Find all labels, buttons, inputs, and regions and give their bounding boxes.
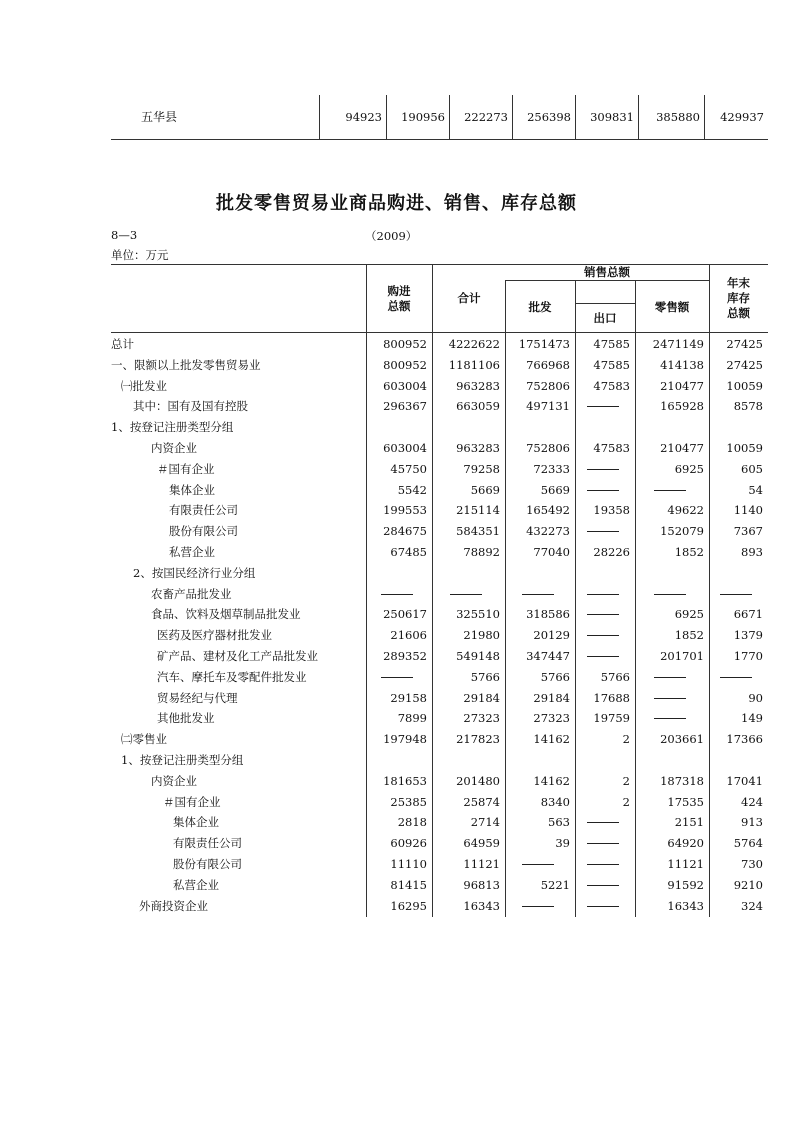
row-cell: 19358 <box>593 503 630 518</box>
row-label: 外商投资企业 <box>139 898 208 913</box>
row-cell: 14162 <box>533 773 570 788</box>
row-cell: 152079 <box>660 524 704 539</box>
row-cell: 19759 <box>593 711 630 726</box>
row-cell: 289352 <box>383 649 427 663</box>
row-cell: 47585 <box>593 337 630 351</box>
row-cell: 187318 <box>660 773 704 788</box>
row-cell: 81415 <box>390 877 427 892</box>
table-row <box>111 833 768 854</box>
header-bottom-rule <box>111 332 768 333</box>
header-sales-total: 销售总额 <box>584 265 630 279</box>
row-cell: 800952 <box>383 357 427 372</box>
row-cell: 217823 <box>456 732 500 747</box>
table-row <box>111 667 768 688</box>
row-cell: 730 <box>741 857 763 871</box>
dash-mark <box>654 698 686 700</box>
row-cell: 250617 <box>383 607 427 622</box>
table-row <box>111 875 768 896</box>
row-cell: 16295 <box>390 898 427 913</box>
row-cell <box>575 521 630 542</box>
row-cell <box>635 667 704 688</box>
row-cell: 2 <box>622 794 630 809</box>
dash-mark <box>587 635 619 637</box>
table-row <box>111 584 768 605</box>
dash-mark <box>587 822 619 824</box>
table-row <box>111 396 768 417</box>
table-row <box>111 438 768 459</box>
row-cell <box>709 584 763 605</box>
row-cell: 29184 <box>463 690 500 705</box>
row-cell: 21606 <box>390 628 427 643</box>
top-row-cell: 94923 <box>319 95 386 139</box>
row-cell: 5766 <box>540 669 570 684</box>
header-sum: 合计 <box>457 291 481 305</box>
row-cell: 17688 <box>593 690 630 705</box>
row-label: 内资企业 <box>151 441 197 455</box>
table-row <box>111 896 768 917</box>
row-cell: 296367 <box>383 399 427 414</box>
row-cell: 2471149 <box>652 337 704 351</box>
dash-mark <box>720 677 752 679</box>
header-wholesale: 批发 <box>528 300 552 314</box>
table-row <box>111 729 768 750</box>
row-cell: 27425 <box>726 337 763 351</box>
table-row <box>111 604 768 625</box>
row-cell: 77040 <box>533 545 570 559</box>
row-cell: 91592 <box>667 877 704 892</box>
row-cell: 25385 <box>390 794 427 809</box>
dash-mark <box>587 843 619 845</box>
row-cell: 284675 <box>383 524 427 539</box>
row-cell: 215114 <box>456 503 500 518</box>
table-number: 8—3 <box>111 228 138 242</box>
dash-mark <box>450 594 482 596</box>
row-label: 其中：国有及国有控股 <box>133 399 248 414</box>
header-inventory-line2: 库存 <box>727 291 750 305</box>
row-cell: 1379 <box>733 628 763 643</box>
row-cell <box>575 875 630 896</box>
row-label: 医药及医疗器材批发业 <box>157 628 272 643</box>
dash-mark <box>381 594 413 596</box>
row-cell: 5764 <box>733 836 763 851</box>
top-row-table <box>111 95 768 140</box>
row-cell <box>575 604 630 625</box>
row-cell: 11121 <box>463 857 500 871</box>
table-row <box>111 376 768 397</box>
row-cell: 603004 <box>383 378 427 393</box>
row-cell: 165492 <box>526 503 570 518</box>
top-row-label: 五华县 <box>141 110 178 124</box>
row-cell: 1140 <box>733 503 763 518</box>
page-title: 批发零售贸易业商品购进、销售、库存总额 <box>216 193 577 214</box>
row-cell <box>635 708 704 729</box>
header-export: 出口 <box>593 311 617 325</box>
row-cell <box>575 459 630 480</box>
row-label: 有限责任公司 <box>173 836 242 851</box>
row-cell <box>505 584 570 605</box>
unit-label: 单位：万元 <box>111 248 169 262</box>
table-row <box>111 688 768 709</box>
row-cell: 766968 <box>526 357 570 372</box>
top-row-cell: 309831 <box>575 95 638 139</box>
dash-mark <box>587 531 619 533</box>
row-cell: 2714 <box>470 815 500 830</box>
row-cell: 47585 <box>593 357 630 372</box>
row-cell: 64920 <box>667 836 704 851</box>
row-cell: 414138 <box>660 357 704 372</box>
row-cell: 549148 <box>456 649 500 663</box>
top-row-cell: 222273 <box>449 95 512 139</box>
row-cell: 201480 <box>456 773 500 788</box>
row-label: 有限责任公司 <box>169 503 238 518</box>
row-cell: 2818 <box>397 815 427 830</box>
row-cell: 17041 <box>726 773 763 788</box>
row-cell: 1751473 <box>518 337 570 351</box>
table-row <box>111 708 768 729</box>
row-cell: 2151 <box>674 815 704 830</box>
top-row-cell: 385880 <box>638 95 704 139</box>
row-cell <box>709 667 763 688</box>
row-cell: 663059 <box>456 399 500 414</box>
row-cell: 424 <box>741 794 763 809</box>
row-label: 一、限额以上批发零售贸易业 <box>111 357 261 372</box>
row-cell <box>575 854 630 875</box>
row-label: 1、按登记注册类型分组 <box>121 753 244 767</box>
row-label: ㈡零售业 <box>121 732 167 747</box>
dash-mark <box>522 906 554 908</box>
row-cell: 2 <box>622 732 630 747</box>
sales-subheader-rule <box>505 280 709 281</box>
row-cell: 800952 <box>383 337 427 351</box>
table-row <box>111 459 768 480</box>
row-cell: 752806 <box>526 378 570 393</box>
row-cell <box>635 688 704 709</box>
row-cell: 29184 <box>533 690 570 705</box>
row-cell: 11110 <box>390 857 427 871</box>
row-cell <box>635 480 704 501</box>
row-label: 其他批发业 <box>157 711 215 726</box>
row-label: 食品、饮料及烟草制品批发业 <box>151 607 301 622</box>
row-cell: 9210 <box>733 877 763 892</box>
row-label: ＃国有企业 <box>157 461 215 476</box>
row-cell: 318586 <box>526 607 570 622</box>
row-cell: 27425 <box>726 357 763 372</box>
row-label: 1、按登记注册类型分组 <box>111 420 234 435</box>
row-cell <box>432 584 500 605</box>
table-row <box>111 355 768 376</box>
row-cell: 584351 <box>456 524 500 539</box>
row-cell: 1852 <box>674 545 704 559</box>
dash-mark <box>587 656 619 658</box>
row-cell: 67485 <box>390 545 427 559</box>
row-label: 农畜产品批发业 <box>151 586 232 601</box>
row-label: 私营企业 <box>173 877 219 892</box>
dash-mark <box>587 490 619 492</box>
row-cell: 49622 <box>667 503 704 518</box>
row-label: 股份有限公司 <box>169 524 238 539</box>
row-cell: 199553 <box>383 503 427 518</box>
dash-mark <box>587 906 619 908</box>
dash-mark <box>587 406 619 408</box>
header-purchase <box>366 284 432 314</box>
row-cell: 45750 <box>390 461 427 476</box>
row-cell: 14162 <box>533 732 570 747</box>
row-cell: 963283 <box>456 378 500 393</box>
table-row <box>111 792 768 813</box>
row-cell: 963283 <box>456 441 500 455</box>
top-row-cell: 190956 <box>386 95 449 139</box>
top-row-cell: 429937 <box>704 95 768 139</box>
row-cell: 5221 <box>540 877 570 892</box>
row-cell <box>505 896 570 917</box>
row-cell: 79258 <box>463 461 500 476</box>
dash-mark <box>587 864 619 866</box>
dash-mark <box>654 718 686 720</box>
table-year: （2009） <box>365 229 418 243</box>
table-row <box>111 500 768 521</box>
row-cell: 4222622 <box>448 337 500 351</box>
row-cell: 1181106 <box>448 357 500 372</box>
row-label: 汽车、摩托车及零配件批发业 <box>157 669 307 684</box>
row-cell: 8578 <box>733 399 763 414</box>
row-cell: 2 <box>622 773 630 788</box>
row-cell: 17366 <box>726 732 763 747</box>
row-cell: 28226 <box>593 545 630 559</box>
row-cell: 6671 <box>733 607 763 622</box>
dash-mark <box>522 594 554 596</box>
row-cell: 197948 <box>383 732 427 747</box>
row-cell: 16343 <box>667 898 704 913</box>
row-cell <box>575 625 630 646</box>
row-cell: 5766 <box>470 669 500 684</box>
row-cell: 54 <box>748 482 763 497</box>
table-row <box>111 625 768 646</box>
row-cell: 10059 <box>726 378 763 393</box>
row-cell: 432273 <box>526 524 570 539</box>
row-cell <box>366 667 427 688</box>
header-purchase-line1: 购进 <box>387 284 411 298</box>
row-cell <box>635 584 704 605</box>
dash-mark <box>654 677 686 679</box>
row-cell: 203661 <box>660 732 704 747</box>
row-cell: 78892 <box>463 545 500 559</box>
table-row <box>111 480 768 501</box>
row-cell: 27323 <box>533 711 570 726</box>
row-cell: 27323 <box>463 711 500 726</box>
dash-mark <box>654 490 686 492</box>
row-label: 内资企业 <box>151 773 197 788</box>
table-row <box>111 771 768 792</box>
row-label: 股份有限公司 <box>173 857 242 871</box>
row-cell: 181653 <box>383 773 427 788</box>
table-row <box>111 417 768 438</box>
row-cell <box>575 480 630 501</box>
dash-mark <box>381 677 413 679</box>
row-cell <box>575 896 630 917</box>
top-row-cell: 256398 <box>512 95 575 139</box>
row-cell: 96813 <box>463 877 500 892</box>
row-cell: 605 <box>741 461 763 476</box>
row-cell: 6925 <box>674 607 704 622</box>
row-cell: 752806 <box>526 441 570 455</box>
row-cell: 47583 <box>593 441 630 455</box>
dash-mark <box>587 469 619 471</box>
table-row <box>111 563 768 584</box>
row-label: 贸易经纪与代理 <box>157 690 238 705</box>
dash-mark <box>587 614 619 616</box>
row-cell: 7367 <box>733 524 763 539</box>
row-cell <box>575 646 630 667</box>
row-cell: 210477 <box>660 441 704 455</box>
dash-mark <box>587 885 619 887</box>
row-cell: 913 <box>741 815 763 830</box>
row-cell: 10059 <box>726 441 763 455</box>
row-label: ＃国有企业 <box>163 794 221 809</box>
row-cell <box>575 396 630 417</box>
row-cell: 893 <box>741 545 763 559</box>
table-row <box>111 542 768 563</box>
header-inventory <box>709 276 768 321</box>
row-cell <box>575 812 630 833</box>
row-cell: 210477 <box>660 378 704 393</box>
header-retail: 零售额 <box>654 300 690 314</box>
table-row <box>111 812 768 833</box>
table-row <box>111 334 768 355</box>
export-subheader-rule <box>575 303 635 304</box>
row-cell: 563 <box>548 815 570 830</box>
row-cell: 16343 <box>463 898 500 913</box>
table-row <box>111 521 768 542</box>
row-cell: 1852 <box>674 628 704 643</box>
table-row <box>111 854 768 875</box>
row-cell: 603004 <box>383 441 427 455</box>
dash-mark <box>587 594 619 596</box>
row-cell: 325510 <box>456 607 500 622</box>
row-label: 2、按国民经济行业分组 <box>133 565 256 580</box>
row-cell: 25874 <box>463 794 500 809</box>
row-cell: 29158 <box>390 690 427 705</box>
row-label: ㈠批发业 <box>121 378 167 393</box>
row-label: 总计 <box>111 337 134 351</box>
row-cell: 17535 <box>667 794 704 809</box>
row-cell <box>505 854 570 875</box>
header-inventory-line3: 总额 <box>727 306 750 320</box>
row-cell <box>575 833 630 854</box>
row-cell <box>366 584 427 605</box>
row-cell: 60926 <box>390 836 427 851</box>
row-cell: 324 <box>741 898 763 913</box>
row-cell: 90 <box>748 690 763 705</box>
row-label: 集体企业 <box>169 482 215 497</box>
row-label: 集体企业 <box>173 815 219 830</box>
row-cell <box>575 584 630 605</box>
row-cell: 1770 <box>733 649 763 663</box>
row-cell: 8340 <box>540 794 570 809</box>
row-cell: 7899 <box>397 711 427 726</box>
row-cell: 5669 <box>540 482 570 497</box>
row-cell: 64959 <box>463 836 500 851</box>
dash-mark <box>654 594 686 596</box>
row-label: 私营企业 <box>169 545 215 559</box>
row-cell: 201701 <box>660 649 704 663</box>
table-row <box>111 750 768 771</box>
table-row <box>111 646 768 667</box>
row-cell: 47583 <box>593 378 630 393</box>
header-inventory-line1: 年末 <box>727 276 750 290</box>
row-cell: 497131 <box>526 399 570 414</box>
row-label: 矿产品、建材及化工产品批发业 <box>157 649 318 663</box>
row-cell: 149 <box>741 711 763 726</box>
row-cell: 5542 <box>397 482 427 497</box>
row-cell: 5766 <box>600 669 630 684</box>
row-cell: 347447 <box>526 649 570 663</box>
row-cell: 6925 <box>674 461 704 476</box>
row-cell: 5669 <box>470 482 500 497</box>
dash-mark <box>522 864 554 866</box>
row-cell: 72333 <box>533 461 570 476</box>
row-cell: 20129 <box>533 628 570 643</box>
row-cell: 165928 <box>660 399 704 414</box>
row-cell: 39 <box>555 836 570 851</box>
row-cell: 21980 <box>463 628 500 643</box>
row-cell: 11121 <box>667 857 704 871</box>
header-purchase-line2: 总额 <box>387 299 411 313</box>
dash-mark <box>720 594 752 596</box>
